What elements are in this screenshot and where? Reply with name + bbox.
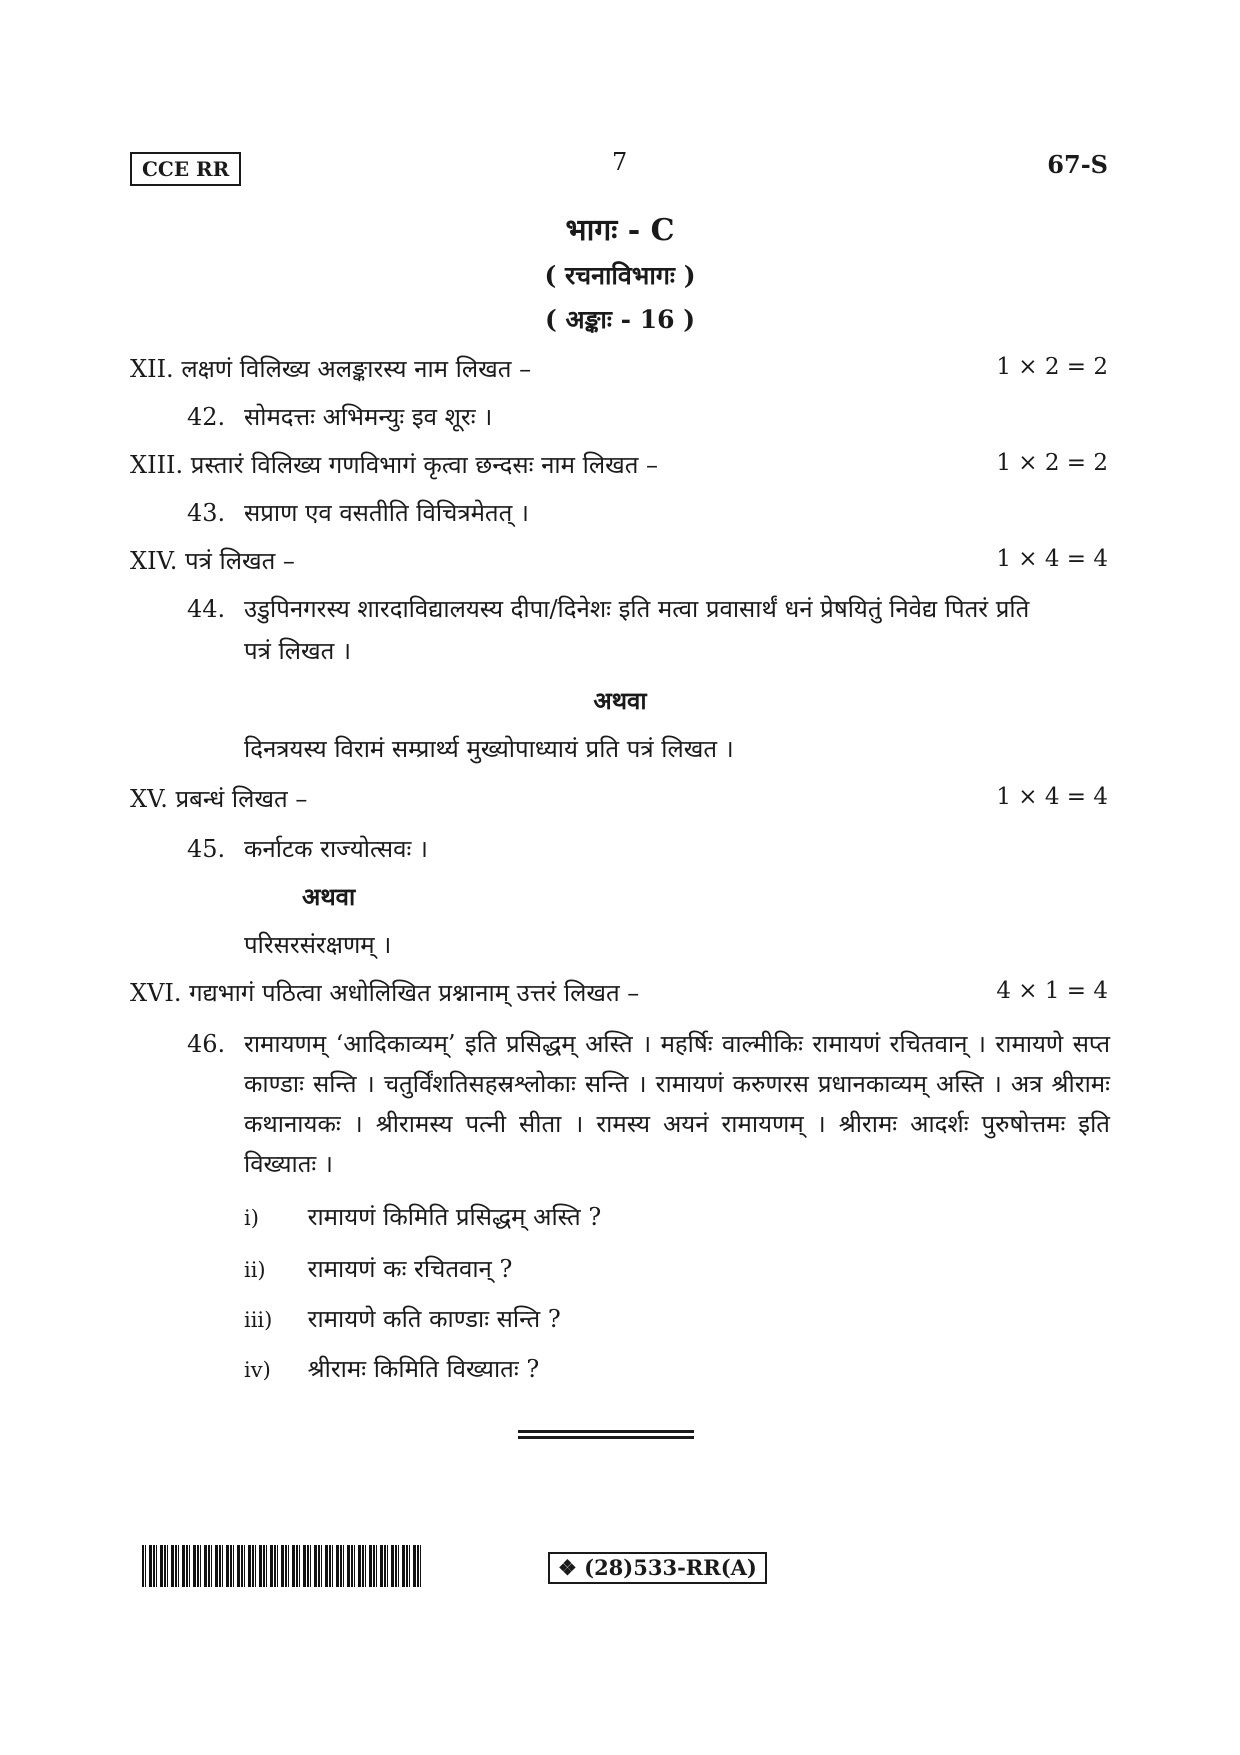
section-marks: ( अङ्काः - 16 )	[544, 305, 696, 334]
roman-numeral: XV.	[130, 785, 168, 813]
paper-code-box: CCE RR	[130, 152, 241, 186]
question-xv	[130, 782, 307, 816]
subquestion-label: ii)	[244, 1258, 266, 1282]
question-text: गद्यभागं पठित्वा अधोलिखित प्रश्नानाम् उत्तरं लिखत –	[189, 979, 640, 1007]
or-label-letter: अथवा	[593, 686, 647, 715]
footer-paper-code: ❖ (28)533-RR(A)	[548, 1552, 767, 1584]
roman-numeral: XIII.	[130, 451, 184, 479]
end-of-section-rule	[518, 1430, 694, 1439]
subquestion-label: iv)	[244, 1358, 271, 1382]
passage-46	[187, 1024, 1110, 1184]
page-number: 7	[612, 148, 628, 176]
roman-numeral: XVI.	[130, 979, 182, 1007]
marks-xii: 1 × 2 = 2	[996, 354, 1108, 380]
subquestion-label: i)	[244, 1206, 259, 1230]
item-num-43: 43.	[187, 499, 226, 527]
item-text-42: सोमदत्तः अभिमन्युः इव शूरः ।	[244, 403, 493, 431]
question-xvi	[130, 976, 639, 1010]
item-text-44-line2: पत्रं लिखत ।	[244, 637, 352, 665]
roman-numeral: XII.	[130, 355, 174, 383]
question-text: लक्षणं विलिख्य अलङ्कारस्य नाम लिखत –	[181, 355, 532, 383]
section-subtitle: ( रचनाविभागः )	[544, 261, 696, 290]
marks-xvi: 4 × 1 = 4	[996, 978, 1108, 1004]
item-num-46: 46.	[187, 1030, 226, 1058]
item-text-45: कर्नाटक राज्योत्सवः ।	[244, 835, 429, 863]
alt-essay-text: परिसरसंरक्षणम् ।	[244, 931, 392, 959]
subquestion-text: रामायणं कः रचितवान् ?	[307, 1255, 513, 1283]
marks-xiii: 1 × 2 = 2	[996, 450, 1108, 476]
subquestion-2	[244, 1252, 512, 1287]
barcode	[142, 1545, 424, 1587]
or-label-essay: अथवा	[302, 882, 356, 911]
subquestion-1	[244, 1200, 601, 1235]
marks-xiv: 1 × 4 = 4	[996, 546, 1108, 572]
subquestion-3	[244, 1302, 561, 1337]
question-text: प्रबन्धं लिखत –	[175, 785, 308, 813]
item-num-45: 45.	[187, 835, 226, 863]
item-num-42: 42.	[187, 403, 226, 431]
subquestion-text: श्रीरामः किमिति विख्यातः ?	[307, 1355, 540, 1383]
question-xii	[130, 352, 531, 386]
subquestion-label: iii)	[244, 1308, 273, 1332]
alt-letter-text: दिनत्रयस्य विरामं सम्प्रार्थ्य मुख्योपाध्यायं प्रति पत्रं लिखत ।	[244, 735, 734, 763]
section-title: भागः - C	[565, 213, 675, 248]
item-text-44-line1: उडुपिनगरस्य शारदाविद्यालयस्य दीपा/दिनेशः इति मत्वा प्रवासार्थं धनं प्रेषयितुं निवेद्य पितरं प्रति	[244, 595, 1030, 623]
marks-xv: 1 × 4 = 4	[996, 784, 1108, 810]
subquestion-4	[244, 1352, 539, 1387]
subject-code: 67-S	[1047, 150, 1108, 179]
roman-numeral: XIV.	[130, 547, 178, 575]
item-num-44: 44.	[187, 595, 226, 623]
question-text: प्रस्तारं विलिख्य गणविभागं कृत्वा छन्दसः नाम लिखत –	[190, 451, 659, 479]
question-xiv	[130, 544, 295, 578]
subquestion-text: रामायणे कति काण्डाः सन्ति ?	[307, 1305, 561, 1333]
question-text: पत्रं लिखत –	[184, 547, 295, 575]
item-text-43: सप्राण एव वसतीति विचित्रमेतत् ।	[244, 499, 530, 527]
subquestion-text: रामायणं किमिति प्रसिद्धम् अस्ति ?	[307, 1203, 602, 1231]
question-xiii	[130, 448, 658, 482]
passage-text: रामायणम् ‘आदिकाव्यम्’ इति प्रसिद्धम् अस्ति । महर्षिः वाल्मीकिः रामायणं रचितवान् । रामायणे सप्त काण्डाः सन्ति । चतुर्विंशतिसहस्रश्लोकाः सन्ति । रामायणं करुणरस प्रधानकाव्यम् अस्ति । अत्र श्रीरामः कथानायकः । श्रीरामस्य पत्नी सीता । रामस्य अयनं रामायणम् । श्रीरामः आदर्शः पुरुषोत्तमः इति विख्यातः ।	[244, 1030, 1110, 1178]
